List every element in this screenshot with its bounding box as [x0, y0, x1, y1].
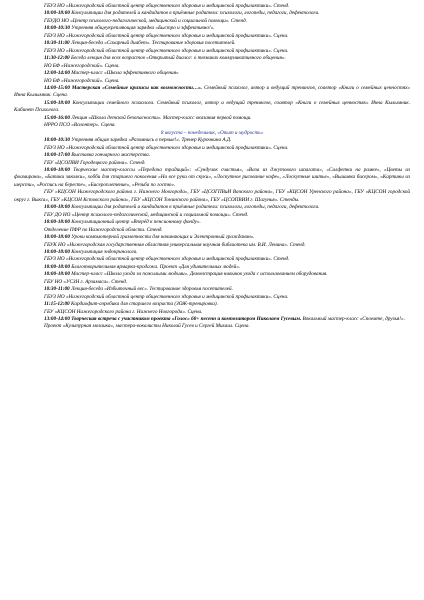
schedule-paragraph: [14, 63, 410, 70]
event-text: Лекция «Школа детской безопасности». Мастер-класс оказания первой помощи.: [71, 114, 252, 121]
event-text: Лекция-беседа «Избыточный вес». Тестирование здоровья посетителей.: [70, 286, 233, 293]
event-time: 11:15-12:00: [44, 301, 70, 308]
schedule-paragraph: [14, 167, 410, 189]
event-time: 10:00-18:00: [44, 219, 70, 226]
event-text: ГБУ «ЦСОПВИ Городецкого района». Стенд.: [44, 159, 146, 166]
event-time: 11:30-12:00: [44, 55, 70, 62]
event-time: 10:00-10:30: [44, 137, 70, 144]
schedule-paragraph: [14, 242, 410, 249]
schedule-paragraph: [14, 145, 410, 152]
event-text: Уроки компьютерной грамотности для начинающих и Электронный гражданин».: [71, 234, 255, 241]
schedule-paragraph: [14, 189, 410, 204]
schedule-paragraph: [14, 286, 410, 293]
event-time: 10:30-11:00: [44, 40, 70, 47]
schedule-paragraph: [14, 100, 410, 115]
event-text: Беседа лекция для всех возрастов «Открытый диалог: о техниках коммуникативного общения».: [70, 55, 286, 62]
event-text: ГБУЗ НО «Нижегородский областной центр общественного здоровья и медицинской профилактики». Стенд.: [44, 256, 290, 263]
event-text: Благотворительная ярмарка-продажа. Проект «Для удивительных людей».: [71, 263, 241, 270]
event-text: Консультация эндокринолога.: [71, 248, 138, 255]
event-text: ГБУЗ НО «Нижегородский областной центр общественного здоровья и медицинской профилактики». Сцена.: [44, 32, 289, 39]
schedule-paragraph: [14, 271, 410, 278]
event-text: ГБУ «КЦСОН Нижегородского района г. Нижнего Новгорода». Сцена.: [44, 308, 203, 315]
schedule-paragraph: [14, 294, 410, 301]
event-text: Утренняя общеукрепляющая зарядка «Быстро и эффективно!».: [71, 25, 215, 32]
schedule-paragraph: [14, 25, 410, 32]
schedule-paragraph: [14, 256, 410, 263]
event-time: 10:00-17:00: [44, 152, 70, 159]
schedule-paragraph: [14, 10, 410, 17]
day-heading: 8 августа – понедельник, «Опыт и мудрость»: [160, 129, 264, 136]
schedule-paragraph: [14, 227, 410, 234]
schedule-paragraph: [14, 40, 410, 47]
event-text: Вокальный мастер-класс «Споемте, друзья!».: [302, 316, 405, 323]
event-text: ГБУ «КЦСОН Нижегородского района г. Нижнего Новгорода», ГБУ «ЦСОГПВиИ Вачского района», ГБУ «КЦСОН Уренского района», ГБУ «КЦСОН городской округ г. Выкса», ГБУ «КЦСОН Кстовского района», ГБУ «КЦСОН Тонинского района», ГБУ «ЦСОПВИИ г. Шагунья». Стенды.: [14, 189, 410, 203]
event-text: Консультационный центр «Вперёд к пенсионному фонду».: [71, 219, 201, 226]
event-text: Мастер-класс «Школа ухода за пожилыми людьми». Демонстрация навыков ухода с использованием оборудования.: [71, 271, 328, 278]
event-text: Отделение ПФР по Нижегородской области. Стенд.: [44, 226, 163, 233]
event-text: Проект «Культурная мозаика», мастера-вокалисты Николай Гусев и Сергей Михаил. Сцена.: [44, 323, 250, 330]
schedule-paragraph: [14, 219, 410, 226]
event-time: 12:00-14:00: [44, 70, 70, 77]
schedule-paragraph: [14, 85, 410, 100]
event-time: 13:00-14:00: [44, 316, 70, 323]
event-time: 10:00-18:00: [44, 166, 70, 173]
schedule-paragraph: [14, 55, 410, 62]
event-text: ГБУЗ НО «Нижегородский областной центр общественного здоровья и медицинской профилактики». Сцена.: [44, 144, 289, 151]
schedule-paragraph: [14, 137, 410, 144]
event-text: Консультации для родителей и кандидатов в приёмные родители: психологи, логопеды, педагоги, дефектологи.: [71, 204, 320, 211]
event-text: НО БФ «Нижегородский». Сцена.: [44, 62, 120, 69]
event-text: НО БФ «Нижегородский». Сцена.: [44, 77, 120, 84]
schedule-paragraph: [14, 204, 410, 211]
schedule-paragraph: [14, 70, 410, 77]
event-time: 14:00-15:00: [44, 84, 70, 91]
event-text: ГБУЗ НО «Нижегородский областной центр общественного здоровья и медицинской профилактики». Сцена.: [44, 293, 289, 300]
schedule-document: [14, 3, 410, 331]
event-text: ГБУ НО «УСЗН г. Арзамаса». Стенд.: [44, 278, 128, 285]
event-text: Консультации семейного психолога. Семейный психолог, автор и ведущий тренингов, соавтор «Книги о семейных ценностях» Инна Кылымник. Кабинет Психолога.: [14, 99, 411, 114]
event-time: 10:00-18:00: [44, 263, 70, 270]
event-text: ГБУЗ НО «Нижегородский областной центр общественного здоровья и медицинской профилактики». Сцена.: [44, 47, 289, 54]
event-time: 10:00-18:00: [44, 10, 70, 17]
schedule-paragraph: [14, 152, 410, 159]
event-time: 10:00-18:00: [44, 204, 70, 211]
schedule-paragraph: [14, 323, 410, 330]
event-highlight: Творческая встреча с участником проекта «Голос» 60+ песенн и композитором Николаем Гусевым.: [71, 316, 302, 323]
event-text: ГБУЗ НО «Нижегородский областной центр общественного здоровья и медицинской профилактики». Стенд.: [44, 3, 290, 9]
event-text: ГБУК НО «Нижегородская государственная областная универсальная научная библиотека им. В.И. Ленина». Стенд.: [44, 241, 306, 248]
event-text: Лекция-беседа «Сахарный диабет». Тестирование здоровья посетителей.: [70, 40, 236, 47]
event-highlight: Мастерская «Семейные кризисы как возможности…».: [71, 84, 202, 91]
event-text: Кардиофит-аэробика для старшего возраста (ЗОЖ-тренировка).: [70, 301, 218, 308]
event-text: Мастер-класс «Школа эффективного общения»: [71, 70, 179, 77]
event-text: ГБУ ДО НО «Центр психолого-педагогической, медицинской и социальной помощи». Стенд.: [44, 211, 249, 218]
schedule-paragraph: [14, 234, 410, 241]
event-time: 10:00-18:00: [44, 234, 70, 241]
schedule-paragraph: [14, 301, 410, 308]
event-time: 15:00-18:00: [44, 99, 70, 106]
event-text: Консультации для родителей и кандидатов в приёмные родители: психологи, логопеды, педагоги, дефектологи.: [71, 10, 320, 17]
event-text: ГБУДО НО «Центр психолого-педагогической, медицинской и социальной помощи». Стенд.: [44, 17, 247, 24]
event-time: 10:00-18:00: [44, 271, 70, 278]
event-text: НРРО ПСО «Волонтер». Сцена.: [44, 122, 116, 129]
event-time: 10:00-10:30: [44, 25, 70, 32]
schedule-paragraph: [14, 160, 410, 167]
event-time: 15:00-16:00: [44, 114, 70, 121]
event-text: Семейный психолог, автор и ведущий тренингов, соавтор «Книги о семейных ценностях» Инна Кылымник. Сцена.: [14, 84, 410, 99]
event-time: 10:30-11:00: [44, 286, 70, 293]
schedule-paragraph: [14, 122, 410, 129]
schedule-paragraph: [14, 115, 410, 122]
event-time: 10:00-18:00: [44, 248, 70, 255]
event-text: Творческие мастер-классы «Передача традиций»: «Сундучок счастья», «Ваза из джутового шпагата», «Салфетки на рамке», «Цветы из фоамирана», «Батики заколки», хобби для старшего поколения «На все руки от скуки», «Лоскутное рисование кофе», «Лоскутные шитье», «Вышивка бисером», «Картины из шерсти», «Роспись на бересте», «Бисероплетение», «Резьба по гостю».: [14, 166, 410, 188]
event-text: Выставка гончарного мастерства.: [71, 152, 151, 159]
schedule-paragraph: [14, 309, 410, 316]
schedule-paragraph: [14, 78, 410, 85]
event-text: Утренняя общая зарядка «Разомнись в первые!». Тренер Курочкина А.Д.: [71, 137, 232, 144]
